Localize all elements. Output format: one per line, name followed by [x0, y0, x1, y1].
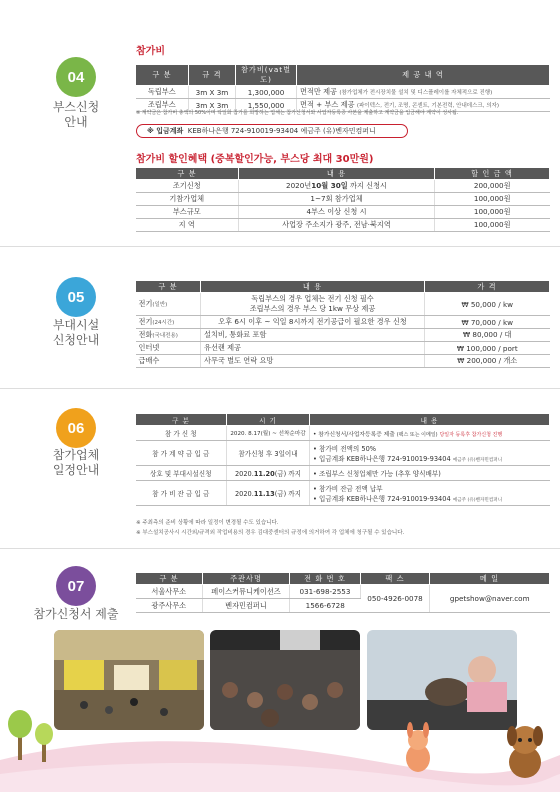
table-row: [136, 481, 550, 506]
cell-type: 서울사무소: [136, 585, 203, 599]
cell-content: [310, 426, 550, 441]
period-post: (금) 까지: [274, 470, 302, 478]
col-header: 제 공 내 역: [297, 65, 550, 86]
section-number: 07: [67, 577, 85, 595]
content-line: 조립부스의 경우 부스 당 1kw 무상 제공: [249, 304, 376, 313]
bottom-decoration: [0, 700, 560, 792]
cell-desc: [297, 86, 550, 99]
divider: [0, 548, 560, 549]
cell-amount: 100,000원: [435, 193, 550, 206]
section-label-line2: 안내: [64, 115, 88, 129]
content-bold: 10월 30일: [311, 181, 348, 190]
content-line: • 입금계좌 KEB하나은행 724-910019-93404: [313, 455, 451, 463]
col-header: 할 인 금 액: [435, 168, 550, 180]
section-number: 04: [67, 68, 85, 86]
period-bold: 11.13: [253, 490, 275, 498]
cell-content: • 조립부스 신청업체만 가능 (추후 양식배부): [310, 466, 550, 481]
fee-title: 참가비: [136, 46, 165, 57]
cell-type: 급배수: [136, 355, 201, 368]
cell-price: ₩ 50,000 / kw: [425, 293, 550, 316]
cell-type: 독립부스: [136, 86, 189, 99]
section-07-label: 참가신청서 제출: [33, 607, 119, 621]
cell-price: 1,550,000: [236, 99, 297, 112]
content-pre: 2020년: [286, 181, 312, 190]
cell-type: 부스규모: [136, 206, 239, 219]
cell-content: 오후 6시 이후 ~ 익일 8시까지 전기공급이 필요한 경우 신청: [201, 316, 425, 329]
col-header: 구 분: [136, 168, 239, 180]
table-row: [136, 293, 550, 316]
content-pre: • 참가신청서/사업자등록증 제출: [313, 431, 395, 438]
col-header: 전 화 번 호: [290, 573, 361, 585]
schedule-note-1: ※ 주최측의 준비 상황에 따라 일정이 변경될 수도 있습니다.: [136, 520, 279, 526]
cell-amount: 100,000원: [435, 219, 550, 232]
col-header: 구 분: [136, 414, 227, 426]
cell-type: 인터넷: [136, 342, 201, 355]
col-header: 내 용: [239, 168, 435, 180]
facility-table: [135, 280, 550, 368]
type-small: (일반): [152, 302, 168, 308]
fee-note: ※ 계약금은 참가비 총액의 50%이며 탁일화 참가를 희망하는 업체는 참가신청서와 사업자등록증 사본을 제출하고 계약금을 입금해야 계약이 성사됨.: [136, 110, 459, 116]
cell-fax: 050-4926-0078: [361, 585, 430, 613]
table-row: [136, 180, 550, 193]
section-label-line1: 부스신청: [52, 100, 100, 114]
schedule-table: [135, 413, 550, 506]
cell-period: 2020. 8.17(월) ~ 선착순마감: [227, 426, 310, 441]
type-small: (24시간): [152, 320, 175, 326]
table-row: [136, 316, 550, 329]
table-row: [136, 219, 550, 232]
section-number: 05: [67, 288, 85, 306]
col-header: 메 일: [430, 573, 550, 585]
cell-content: [201, 293, 425, 316]
schedule-note-2: ※ 부스설치공사시 시간외/규격외 작업비용의 경우 김대중센터의 규정에 의거하여 각 업체에 청구될 수 있습니다.: [136, 530, 405, 536]
col-header: 팩 스: [361, 573, 430, 585]
col-header: 구 분: [136, 573, 203, 585]
fee-table: [135, 64, 550, 112]
col-header: 구 분: [136, 65, 189, 86]
cell-type: [136, 316, 201, 329]
type-small: (국내전용): [152, 333, 178, 339]
desc-main: 면적만 제공: [300, 87, 338, 96]
cell-type: 상호 및 부대시설신청: [136, 466, 227, 481]
table-row: [136, 585, 550, 599]
col-header: 구 분: [136, 281, 201, 293]
section-05-badge: [56, 277, 96, 317]
type-main: 전기: [138, 317, 153, 326]
contact-table: [135, 572, 550, 613]
cell-amount: 200,000원: [435, 180, 550, 193]
table-row: [136, 355, 550, 368]
section-07-badge: [56, 566, 96, 606]
cell-type: 조기신청: [136, 180, 239, 193]
col-header: 주관사명: [203, 573, 290, 585]
bank-label: ※ 입금계좌: [147, 127, 184, 135]
period-post: (금) 까지: [274, 490, 302, 498]
col-header: 내 용: [201, 281, 425, 293]
cell-type: 지 역: [136, 219, 239, 232]
content-small: 예금주 (유)벤자민컴퍼니: [452, 458, 503, 463]
cell-type: 조립부스: [136, 99, 189, 112]
table-row: [136, 342, 550, 355]
table-row: [136, 441, 550, 466]
content-line: • 참가비 잔금 전액 납부: [313, 485, 383, 493]
content-line: • 참가비 전액의 50%: [313, 445, 377, 453]
cell-period: 참가신청 후 3일이내: [227, 441, 310, 466]
cell-price: ₩ 80,000 / 대: [425, 329, 550, 342]
content-small: 예금주 (유)벤자민컴퍼니: [452, 498, 503, 503]
period-bold: 11.20: [253, 470, 275, 478]
cell-content: 설치비, 통화료 포함: [201, 329, 425, 342]
cell-type: 참 가 비 잔 금 입 금: [136, 481, 227, 506]
col-header: 시 기: [227, 414, 310, 426]
cell-price: ₩ 200,000 / 개소: [425, 355, 550, 368]
cell-size: 3m X 3m: [189, 86, 236, 99]
table-row: [136, 466, 550, 481]
col-header: 규 격: [189, 65, 236, 86]
divider: [0, 246, 560, 247]
table-row: [136, 193, 550, 206]
desc-small: (참가업체가 전시장치물 설치 및 디스플레이를 자체적으로 진행): [339, 90, 493, 96]
cell-mail[interactable]: gpetshow@naver.com: [430, 585, 550, 613]
cell-type: 참 가 신 청: [136, 426, 227, 441]
period-pre: 2020.: [234, 470, 254, 478]
col-header: 내 용: [310, 414, 550, 426]
section-04-label: [40, 100, 112, 130]
section-label-line1: 참가업체: [52, 448, 100, 462]
dog-mascot-icon: [406, 722, 430, 772]
cell-content: [239, 180, 435, 193]
section-number: 06: [67, 419, 85, 437]
section-04-badge: [56, 57, 96, 97]
cell-period: [227, 466, 310, 481]
cell-type: 참 가 계 약 금 입 금: [136, 441, 227, 466]
divider: [0, 388, 560, 389]
section-label-line2: 일정안내: [52, 463, 100, 477]
section-06-badge: [56, 408, 96, 448]
desc-small: (파이텍스, 전기, 조명, 콘센트, 기본전력, 안내데스크, 의자): [356, 103, 500, 109]
content-line: 독립부스의 경우 업체는 전기 신청 필수: [251, 294, 374, 303]
bank-box: [136, 124, 408, 138]
cell-content: 사업장 주소지가 광주, 전남·북지역: [239, 219, 435, 232]
table-row: [136, 426, 550, 441]
cell-org: 벤자민컴퍼니: [203, 599, 290, 613]
cell-org: 페이스커뮤니케이션즈: [203, 585, 290, 599]
cell-content: [310, 481, 550, 506]
desc-main: 면적 + 부스 제공: [300, 100, 355, 109]
cell-period: [227, 481, 310, 506]
cell-price: 1,300,000: [236, 86, 297, 99]
table-row: [136, 86, 550, 99]
content-post: 까지 신청시: [347, 181, 387, 190]
content-line: • 입금계좌 KEB하나은행 724-910019-93404: [313, 495, 451, 503]
cell-content: 사무국 별도 연락 요망: [201, 355, 425, 368]
bank-text: KEB하나은행 724-910019-93404 예금주 (유)벤자민컴퍼니: [187, 127, 376, 135]
discount-title: 참가비 할인혜택 (중복할인가능, 부스당 최대 30만원): [136, 154, 374, 165]
section-label-line2: 신청안내: [52, 333, 100, 347]
cell-type: 광주사무소: [136, 599, 203, 613]
content-red: 당일자 등록후 참가신청 진행: [439, 431, 503, 438]
discount-table: [135, 167, 550, 232]
cell-content: 유선랜 제공: [201, 342, 425, 355]
cell-phone: 031-698-2553: [290, 585, 361, 599]
section-06-label: [40, 448, 112, 478]
table-row: [136, 329, 550, 342]
cell-amount: 100,000원: [435, 206, 550, 219]
period-pre: 2020.: [234, 490, 254, 498]
section-label-line1: 부대시설: [52, 318, 100, 332]
cell-size: 3m X 3m: [189, 99, 236, 112]
cell-price: ₩ 70,000 / kw: [425, 316, 550, 329]
col-header: 가 격: [425, 281, 550, 293]
type-main: 전화: [138, 330, 153, 339]
cell-type: [136, 329, 201, 342]
table-row: [136, 206, 550, 219]
cell-type: [136, 293, 201, 316]
cell-price: ₩ 100,000 / port: [425, 342, 550, 355]
cell-phone: 1566-6728: [290, 599, 361, 613]
puppy-mascot-icon: [507, 726, 543, 778]
section-05-label: [40, 318, 112, 348]
type-main: 전기: [138, 299, 153, 308]
content-small: (팩스 또는 이메일): [396, 431, 438, 438]
col-header: 참가비(vat별도): [236, 65, 297, 86]
cell-content: [310, 441, 550, 466]
cell-content: 4부스 이상 신청 시: [239, 206, 435, 219]
cell-type: 기참가업체: [136, 193, 239, 206]
cell-content: 1~7회 참가업체: [239, 193, 435, 206]
